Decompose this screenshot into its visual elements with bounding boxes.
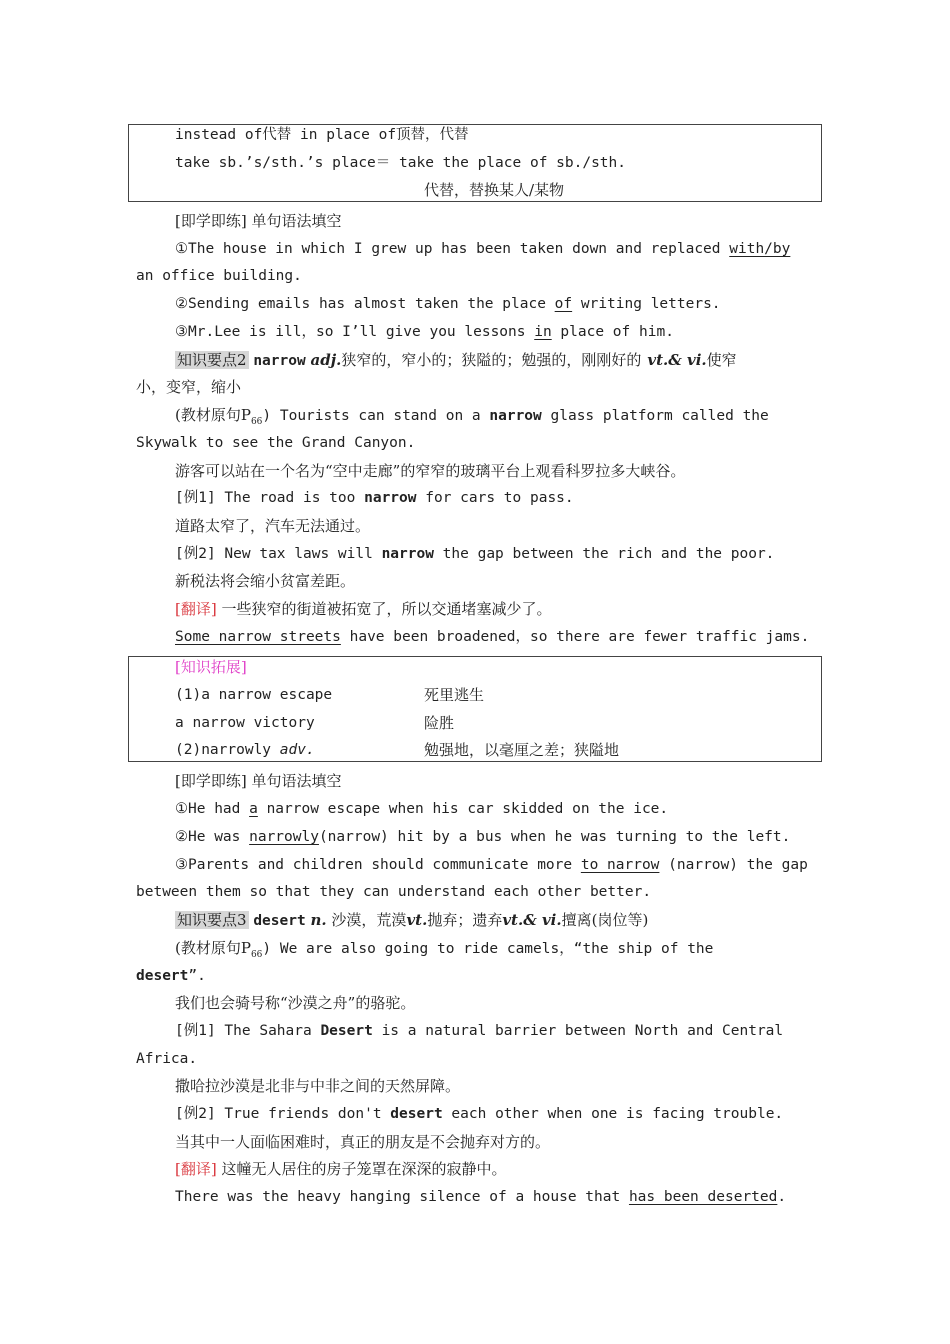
answer-blank: a bbox=[249, 801, 258, 817]
practice-question: ①He had a narrow escape when his car skidded on the ice. bbox=[175, 801, 669, 817]
example-translation: 当其中一人面临困难时，真正的朋友是不会抛弃对方的。 bbox=[175, 1133, 551, 1151]
answer-blank: has been deserted bbox=[628, 1189, 778, 1205]
textbook-sentence: (教材原句$P_{66}$) Tourists can stand on a narrow glass platform called the bbox=[175, 406, 769, 427]
translation-exercise: [翻译] 这幢无人居住的房子笼罩在深深的寂静中。 bbox=[175, 1160, 507, 1178]
answer-blank: with/by bbox=[729, 241, 791, 257]
phrase-line-3: 代替，替换某人/某物 bbox=[424, 181, 565, 199]
expansion-item: (1)a narrow escape bbox=[175, 687, 333, 703]
knowledge-point-heading: 知识要点3 desert n. 沙漠，荒漠vt.抛弃；遗弃vt.& vi.擅离(岗位等) bbox=[177, 911, 649, 929]
practice-question-cont: an office building. bbox=[136, 268, 302, 284]
example-sentence: [例2] New tax laws will narrow the gap between the rich and the poor. bbox=[175, 546, 775, 562]
expansion-title: [知识拓展] bbox=[175, 658, 247, 676]
practice-heading: [即学即练] 单句语法填空 bbox=[175, 772, 342, 790]
translation-tag: [翻译] bbox=[175, 600, 217, 618]
practice-question-cont: between them so that they can understand each other better. bbox=[136, 884, 652, 900]
definition-cont: 小，变窄，缩小 bbox=[136, 378, 242, 396]
knowledge-point-heading: 知识要点2 narrow adj.狭窄的，窄小的；狭隘的；勉强的，刚刚好的 vt.& vi.使窄 bbox=[177, 351, 737, 369]
answer-blank: in bbox=[534, 324, 552, 340]
translation-tag: [翻译] bbox=[175, 1160, 217, 1178]
expansion-meaning: 死里逃生 bbox=[424, 686, 485, 704]
practice-question: ③Parents and children should communicate more to narrow (narrow) the gap bbox=[175, 857, 808, 873]
example-translation: 道路太窄了，汽车无法通过。 bbox=[175, 517, 371, 535]
practice-question: ②Sending emails has almost taken the place of writing letters. bbox=[175, 296, 721, 312]
headword: desert bbox=[253, 913, 306, 929]
textbook-translation: 游客可以站在一个名为“空中走廊”的窄窄的玻璃平台上观看科罗拉多大峡谷。 bbox=[175, 462, 686, 480]
translation-exercise: [翻译] 一些狭窄的街道被拓宽了，所以交通堵塞减少了。 bbox=[175, 600, 552, 618]
example-sentence: [例1] The road is too narrow for cars to pass. bbox=[175, 490, 574, 506]
expansion-meaning: 险胜 bbox=[424, 714, 455, 732]
textbook-sentence: (教材原句$P_{66}$) We are also going to ride camels，“the ship of the bbox=[175, 939, 714, 960]
practice-question: ③Mr.Lee is ill，so I’ll give you lessons in place of him. bbox=[175, 324, 674, 340]
translation-answer: There was the heavy hanging silence of a house that has been deserted. bbox=[175, 1189, 787, 1205]
translation-answer: Some narrow streets have been broadened，so there are fewer traffic jams. bbox=[175, 629, 810, 645]
answer-blank: of bbox=[554, 296, 573, 312]
textbook-sentence-cont: Skywalk to see the Grand Canyon. bbox=[136, 435, 416, 451]
practice-question: ①The house in which I grew up has been taken down and replaced with/by bbox=[175, 241, 791, 257]
answer-blank: narrowly bbox=[249, 829, 319, 845]
example-sentence: [例1] The Sahara Desert is a natural barrier between North and Central bbox=[175, 1023, 784, 1039]
expansion-meaning: 勉强地，以毫厘之差；狭隘地 bbox=[424, 741, 620, 759]
practice-question: ②He was narrowly(narrow) hit by a bus when he was turning to the left. bbox=[175, 829, 791, 845]
knowledge-point-tag: 知识要点2 bbox=[177, 351, 247, 369]
headword: narrow bbox=[253, 353, 306, 369]
example-sentence-cont: Africa. bbox=[136, 1051, 198, 1067]
phrase-line-2: take sb.’s/sth.’s place＝ take the place of sb./sth. bbox=[175, 155, 626, 171]
example-translation: 撒哈拉沙漠是北非与中非之间的天然屏障。 bbox=[175, 1077, 461, 1095]
example-translation: 新税法将会缩小贫富差距。 bbox=[175, 572, 356, 590]
textbook-translation: 我们也会骑号称“沙漠之舟”的骆驼。 bbox=[175, 994, 416, 1012]
answer-blank: Some narrow streets bbox=[175, 629, 341, 645]
knowledge-point-tag: 知识要点3 bbox=[177, 911, 247, 929]
textbook-sentence-cont: desert”. bbox=[136, 968, 206, 984]
expansion-item: (2)narrowly adv. bbox=[175, 742, 315, 758]
practice-heading: [即学即练] 单句语法填空 bbox=[175, 212, 342, 230]
example-sentence: [例2] True friends don't desert each other when one is facing trouble. bbox=[175, 1106, 784, 1122]
answer-blank: to narrow bbox=[580, 857, 660, 873]
phrase-line-1: instead of代替 in place of顶替，代替 bbox=[175, 127, 469, 143]
expansion-item: a narrow victory bbox=[175, 715, 315, 731]
